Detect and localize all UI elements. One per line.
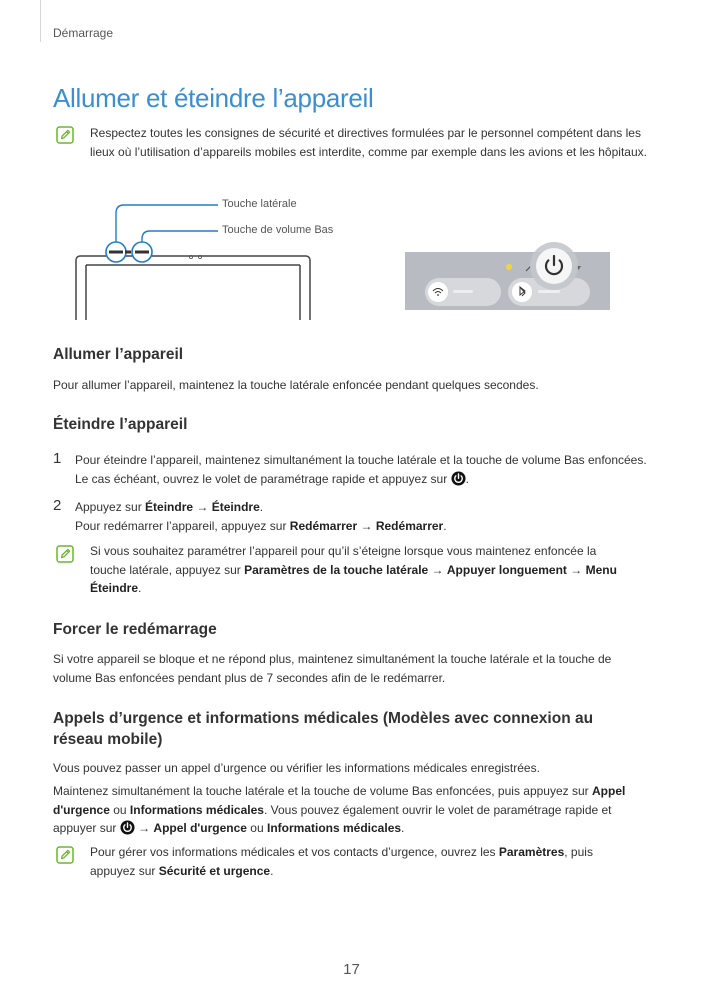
note-icon bbox=[56, 126, 74, 144]
page-title: Allumer et éteindre l’appareil bbox=[53, 83, 374, 113]
power-off-heading: Éteindre l’appareil bbox=[53, 416, 188, 433]
side-key-settings-note: Si vous souhaitez paramétrer l’appareil pour qu’il s’éteigne lorsque vous maintenez enfoncée la touche latérale, appuyez sur Paramètres de la touche latérale → Appuyer longuement → Menu Éteindre. bbox=[90, 544, 617, 595]
quick-panel-power-figure bbox=[405, 240, 610, 312]
quick-panel-illustration bbox=[405, 240, 610, 312]
emergency-heading: Appels d’urgence et informations médicales (Modèles avec connexion au réseau mobile) bbox=[53, 710, 594, 748]
power-on-text: Pour allumer l’appareil, maintenez la touche latérale enfoncée pendant quelques secondes. bbox=[53, 378, 539, 392]
section-label: Démarrage bbox=[53, 26, 114, 40]
emergency-instructions: Maintenez simultanément la touche latérale et la touche de volume Bas enfoncées, puis appuyez sur Appel d'urgence ou Informations médicales. Vous pouvez également ouvrir le volet de paramétrage rapide et appuyer sur → Appel d'urgence ou Informations médicales. bbox=[53, 784, 626, 835]
note-icon bbox=[56, 846, 74, 864]
step-2-text: Appuyez sur Éteindre → Éteindre. Pour redémarrer l’appareil, appuyez sur Redémarrer → Redémarrer. bbox=[75, 500, 447, 533]
force-restart-text: Si votre appareil se bloque et ne répond plus, maintenez simultanément la touche latérale et la touche de volume Bas enfoncées pendant plus de 7 secondes afin de le redémarrer. bbox=[53, 652, 612, 685]
tablet-with-keys-figure bbox=[60, 195, 360, 320]
step-1-number: 1 bbox=[53, 450, 62, 467]
power-on-heading: Allumer l’appareil bbox=[53, 346, 184, 363]
device-illustration bbox=[60, 195, 360, 320]
medical-info-note: Pour gérer vos informations médicales et vos contacts d’urgence, ouvrez les Paramètres, puis appuyez sur Sécurité et urgence. bbox=[90, 845, 593, 878]
page-number: 17 bbox=[343, 961, 360, 978]
power-icon bbox=[120, 820, 135, 835]
side-key-label: Touche latérale bbox=[222, 198, 297, 210]
volume-down-label: Touche de volume Bas bbox=[222, 224, 334, 236]
note-icon bbox=[56, 545, 74, 563]
step-1-text: Pour éteindre l’appareil, maintenez simultanément la touche latérale et la touche de volume Bas enfoncées. Le cas échéant, ouvrez le volet de paramétrage rapide et appuyez sur . bbox=[75, 453, 647, 486]
margin-rule bbox=[40, 0, 41, 42]
intro-note-text: Respectez toutes les consignes de sécurité et directives formulées par le personnel compétent dans les lieux où l’utilisation d’appareils mobiles est interdite, comme par exemple dans les avions et les hôpitaux. bbox=[90, 126, 647, 159]
force-restart-heading: Forcer le redémarrage bbox=[53, 621, 217, 638]
emergency-intro: Vous pouvez passer un appel d’urgence ou vérifier les informations médicales enregistrées. bbox=[53, 761, 540, 775]
power-icon bbox=[451, 471, 466, 486]
step-2-number: 2 bbox=[53, 497, 62, 514]
